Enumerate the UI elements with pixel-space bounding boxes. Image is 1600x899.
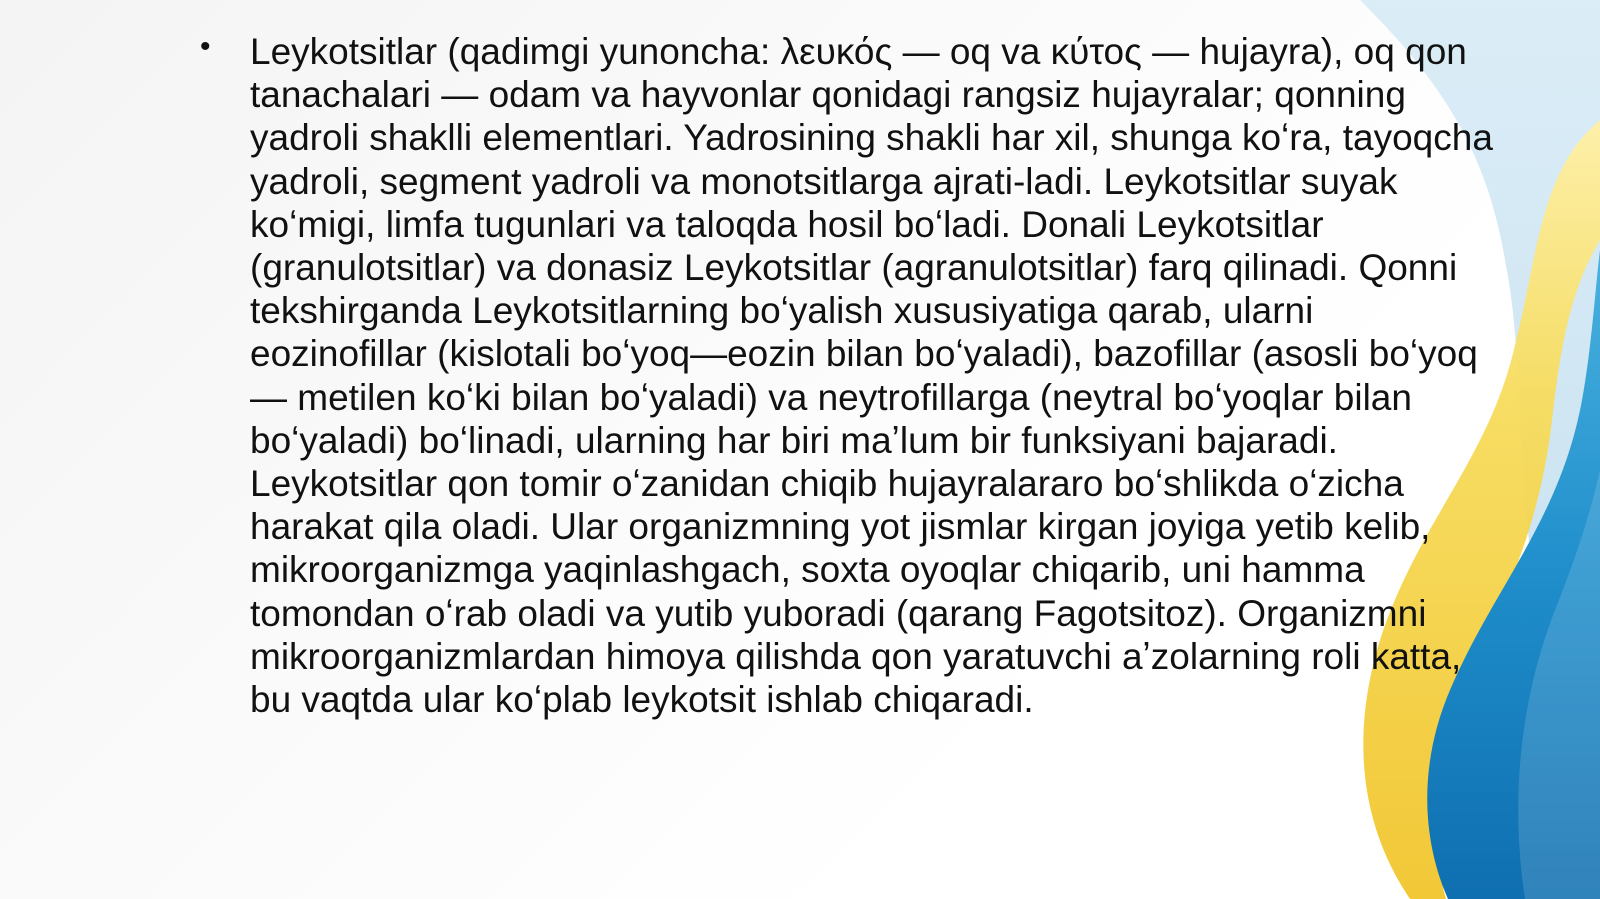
bullet-list bbox=[200, 30, 1500, 721]
bullet-marker: • bbox=[200, 30, 211, 63]
bullet-item bbox=[200, 30, 1500, 721]
bullet-paragraph: Leykotsitlar (qadimgi yunoncha: λευκός — oq va κύτος — hujayra), oq qon tanachalari — odam va hayvonlar qonidagi rangsiz hujayralar; qonning yadroli shaklli elementlari. Yadrosining shakli har xil, shunga koʻra, tayoqcha yadroli, segment yadroli va monotsitlarga ajrati-ladi. Leykotsitlar suyak koʻmigi, limfa tugunlari va taloqda hosil boʻladi. Donali Leykotsitlar (granulotsitlar) va donasiz Leykotsitlar (agranulotsitlar) farq qilinadi. Qonni tekshirganda Leykotsitlarning boʻyalish xususiyatiga qarab, ularni eozinofillar (kislotali boʻyoq—eozin bilan boʻyaladi), bazofillar (asosli boʻyoq — metilen koʻki bilan boʻyaladi) va neytrofillarga (neytral boʻyoqlar bilan boʻyaladi) boʻlinadi, ularning har biri maʼlum bir funksiyani bajaradi. Leykotsitlar qon tomir oʻzanidan chiqib hujayralararo boʻshlikda oʻzicha harakat qila oladi. Ular organizmning yot jismlar kirgan joyiga yetib kelib, mikroorganizmga yaqinlashgach, soxta oyoqlar chiqarib, uni hamma tomondan oʻrab oladi va yutib yuboradi (qarang Fagotsitoz). Organizmni mikroorganizmlardan himoya qilishda qon yaratuvchi aʼzolarning roli katta, bu vaqtda ular koʻplab leykotsit ishlab chiqaradi. bbox=[250, 31, 1493, 721]
content-area bbox=[200, 30, 1500, 721]
